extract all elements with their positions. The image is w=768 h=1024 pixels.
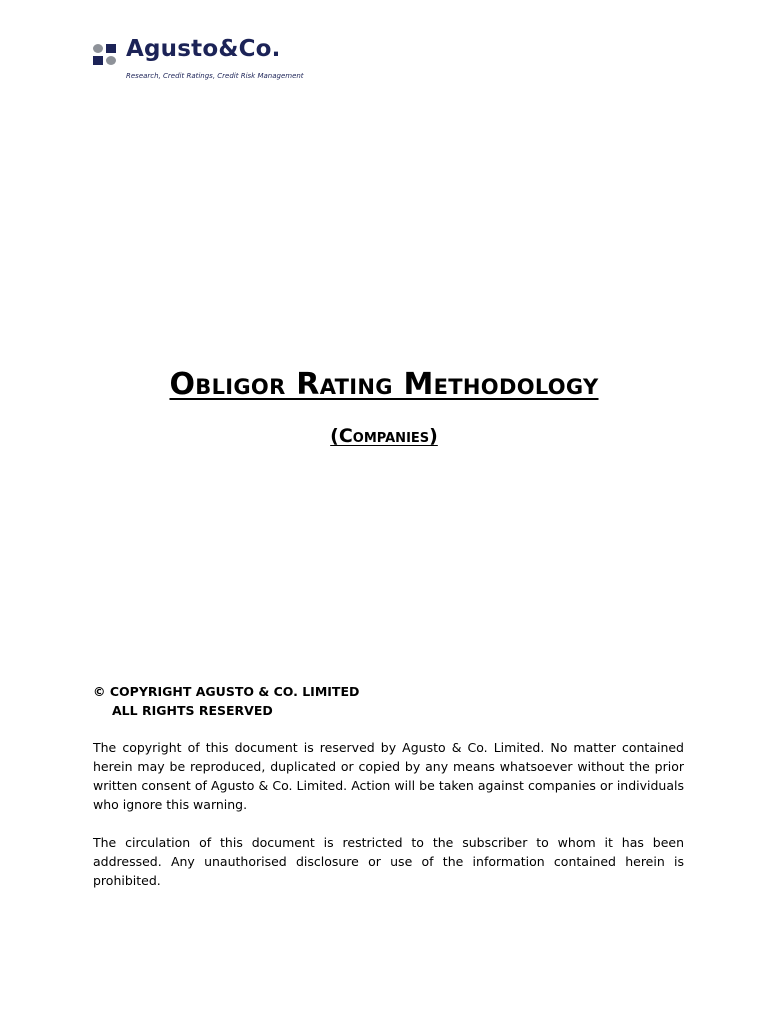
- copyright-notice: [93, 682, 359, 720]
- document-title-block: [0, 364, 768, 402]
- company-logo: [93, 36, 333, 86]
- rights-reserved-line: ALL RIGHTS RESERVED: [112, 703, 273, 718]
- logo-wordmark: Agusto&Co.: [126, 36, 281, 62]
- logo-mark-icon: [93, 44, 119, 66]
- document-subtitle-block: [0, 420, 768, 448]
- copyright-paragraph: The copyright of this document is reserved by Agusto & Co. Limited. No matter contained herein may be reproduced, duplicated or copied by any means whatsoever without the prior written consent of Agusto & Co. Limited. Action will be taken against companies or individuals who ignore this warning.: [93, 740, 684, 812]
- document-subtitle: (Companies): [330, 425, 438, 447]
- document-title: Obligor Rating Methodology: [169, 367, 599, 402]
- copyright-line: © COPYRIGHT AGUSTO & CO. LIMITED: [93, 684, 360, 699]
- circulation-paragraph: The circulation of this document is restricted to the subscriber to whom it has been addressed. Any unauthorised disclosure or use of the information contained herein is prohibited.: [93, 835, 684, 888]
- logo-tagline: Research, Credit Ratings, Credit Risk Management: [126, 72, 304, 80]
